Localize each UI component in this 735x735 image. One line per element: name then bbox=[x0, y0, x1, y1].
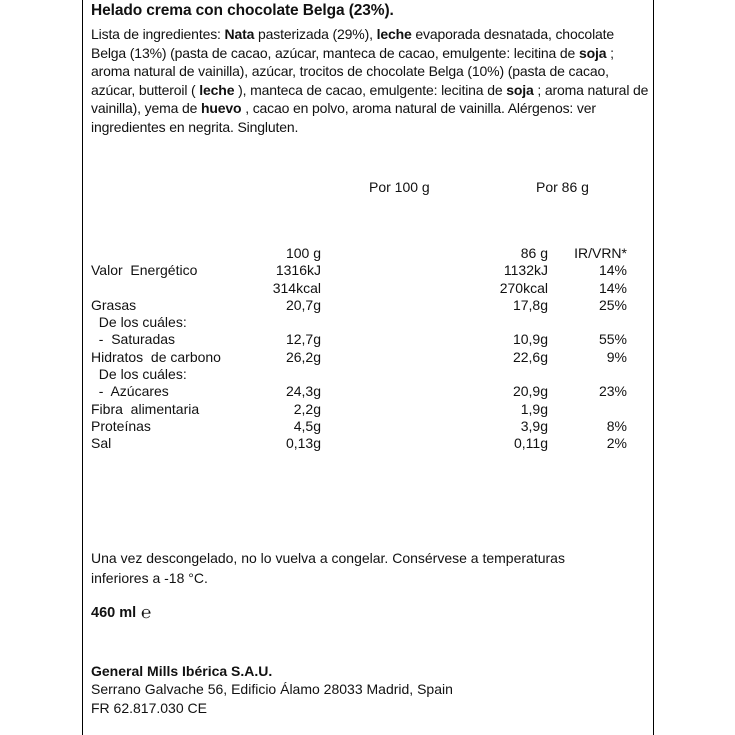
value-per-100g: 314kcal bbox=[272, 279, 321, 296]
estimated-sign-icon: ℮ bbox=[141, 603, 152, 622]
value-per-86g: 86 g bbox=[520, 245, 548, 261]
nutrition-row bbox=[91, 349, 651, 366]
ingredients-list bbox=[91, 25, 651, 137]
nutrient-label: Valor Energético bbox=[91, 262, 198, 279]
value-per-100g: 4,5g bbox=[293, 417, 321, 434]
column-header-per-86g: Por 86 g bbox=[536, 179, 589, 195]
ingredient-text: pasterizada (29%), bbox=[254, 26, 377, 42]
registration-number: FR 62.817.030 CE bbox=[91, 700, 207, 716]
value-per-86g: 0,11g bbox=[514, 435, 548, 452]
volume-amount: 460 ml bbox=[91, 605, 137, 621]
reference-intake: 2% bbox=[606, 435, 627, 452]
nutrient-label: Hidratos de carbono bbox=[91, 348, 221, 365]
ingredient-text: Lista de ingredientes: bbox=[91, 26, 225, 42]
nutrient-label: Proteínas bbox=[91, 417, 151, 434]
ingredient-allergen: leche bbox=[199, 81, 235, 98]
ingredient-text: evaporada desnatada, chocolate Belga (13%) (pasta de cacao, azúcar, manteca de cacao, emulgente: lecitina de bbox=[91, 26, 615, 61]
nutrition-row bbox=[91, 262, 651, 279]
nutrition-row bbox=[91, 401, 651, 418]
reference-intake: 14% bbox=[598, 262, 627, 279]
value-per-100g: 20,7g bbox=[285, 296, 321, 313]
value-per-86g: 17,8g bbox=[512, 296, 548, 313]
reference-intake: 55% bbox=[598, 331, 627, 348]
value-per-100g: 12,7g bbox=[285, 331, 321, 348]
ingredient-text: ; aroma natural de vainilla), yema de bbox=[91, 81, 649, 117]
nutrition-row bbox=[91, 366, 651, 383]
ingredient-allergen: leche bbox=[376, 26, 412, 42]
ingredient-allergen: soja bbox=[578, 44, 607, 61]
ingredient-allergen: Nata bbox=[224, 26, 255, 42]
value-per-100g: 24,3g bbox=[285, 383, 321, 400]
ingredient-allergen: huevo bbox=[200, 100, 242, 117]
value-per-100g: 100 g bbox=[285, 245, 321, 261]
reference-intake: 14% bbox=[598, 279, 627, 296]
nutrition-row bbox=[91, 418, 651, 435]
column-header-per-100g: Por 100 g bbox=[369, 179, 430, 195]
ingredient-text: ), manteca de cacao, emulgente: lecitina de bbox=[234, 81, 507, 98]
nutrition-row bbox=[91, 331, 651, 348]
product-title: Helado crema con chocolate Belga (23%). bbox=[91, 2, 394, 19]
ingredient-allergen: soja bbox=[506, 81, 534, 98]
value-per-100g: 0,13g bbox=[285, 435, 321, 452]
nutrition-row bbox=[91, 245, 651, 262]
value-per-86g: 22,6g bbox=[512, 348, 548, 365]
value-per-86g: 3,9g bbox=[520, 417, 548, 434]
reference-intake: 9% bbox=[606, 348, 627, 365]
company-address: Serrano Galvache 56, Edificio Álamo 28033 Madrid, Spain bbox=[91, 681, 453, 697]
nutrient-label: - Azúcares bbox=[91, 383, 169, 400]
reference-intake: 23% bbox=[598, 383, 627, 400]
nutrition-row bbox=[91, 383, 651, 400]
volume bbox=[91, 605, 151, 621]
storage-instructions: Una vez descongelado, no lo vuelva a congelar. Consérvese a temperaturas inferiores a -18 °C. bbox=[91, 550, 565, 586]
value-per-86g: 1132kJ bbox=[503, 262, 548, 279]
ingredient-text: , cacao en polvo, aroma natural de vainilla. Alérgenos: ver ingredientes en negrita. Singluten. bbox=[91, 100, 596, 135]
value-per-86g: 1,9g bbox=[520, 400, 548, 417]
value-per-100g: 26,2g bbox=[285, 348, 321, 365]
nutrient-label: De los cuáles: bbox=[91, 314, 187, 331]
nutrient-label: Sal bbox=[91, 435, 112, 452]
reference-intake: IR/VRN* bbox=[574, 245, 627, 261]
nutrition-row bbox=[91, 297, 651, 314]
nutrition-table bbox=[91, 245, 651, 453]
value-per-86g: 270kcal bbox=[499, 279, 548, 296]
reference-intake: 8% bbox=[606, 417, 627, 434]
value-per-86g: 10,9g bbox=[512, 331, 548, 348]
nutrient-label: De los cuáles: bbox=[91, 366, 187, 383]
nutrient-label: - Saturadas bbox=[91, 331, 176, 348]
value-per-100g: 2,2g bbox=[293, 400, 321, 417]
company-name: General Mills Ibérica S.A.U. bbox=[91, 663, 273, 679]
nutrition-row bbox=[91, 435, 651, 452]
nutrition-row bbox=[91, 280, 651, 297]
ingredient-text: ; aroma natural de vainilla), azúcar, trocitos de chocolate Belga (10%) (pasta de cacao, azúcar, butteroil ( bbox=[91, 44, 614, 98]
nutrient-label: Fibra alimentaria bbox=[91, 400, 200, 417]
value-per-86g: 20,9g bbox=[512, 383, 548, 400]
reference-intake: 25% bbox=[598, 296, 627, 313]
nutrition-row bbox=[91, 314, 651, 331]
nutrient-label: Grasas bbox=[91, 296, 137, 313]
value-per-100g: 1316kJ bbox=[275, 262, 321, 279]
